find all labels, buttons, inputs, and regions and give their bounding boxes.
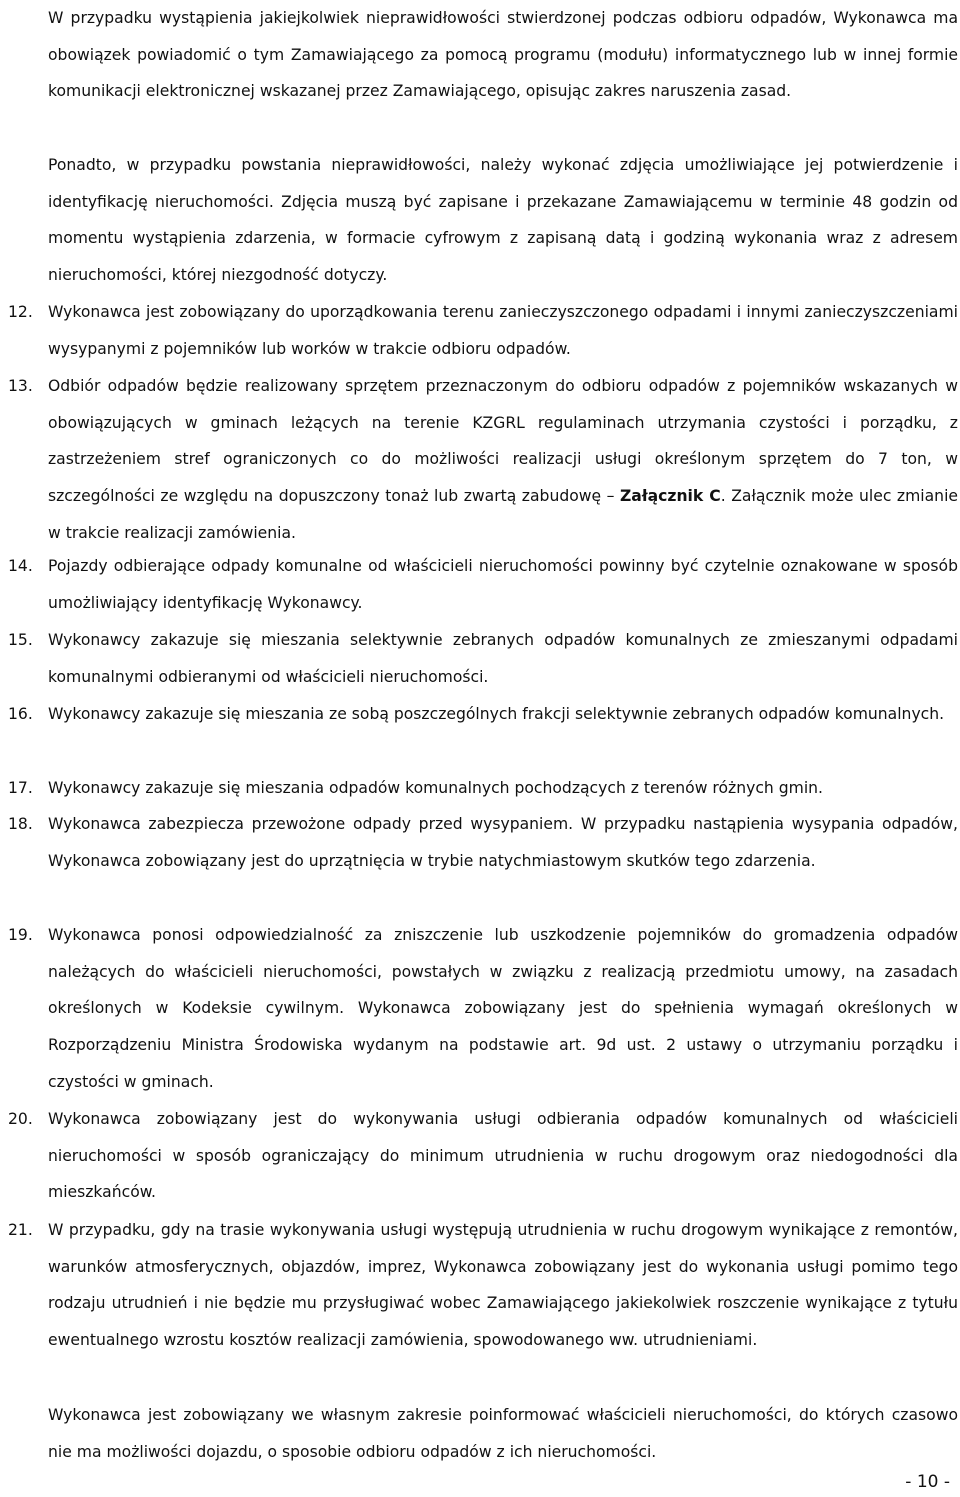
list-item-number: 15.: [8, 631, 33, 649]
paragraph-intro-1: W przypadku wystąpienia jakiejkolwiek nieprawidłowości stwierdzonej podczas odbioru odpadów, Wykonawca ma obowiązek powiadomić o tym Zamawiającego za pomocą programu (modułu) informatycznego lub w innej formie komunikacji elektronicznej wskazanej przez Zamawiającego, opisując zakres naruszenia zasad.: [48, 9, 958, 101]
list-item-number: 14.: [8, 557, 33, 575]
list-item-number: 20.: [8, 1110, 33, 1128]
list-item-number: 19.: [8, 926, 33, 944]
list-item-text-part: . Załącznik może ulec zmianie w trakcie realizacji zamówienia.: [48, 487, 958, 542]
list-item-number: 16.: [8, 705, 33, 723]
list-item-number: 17.: [8, 779, 33, 797]
paragraph-final: Wykonawca jest zobowiązany we własnym zakresie poinformować właścicieli nieruchomości, do których czasowo nie ma możliwości dojazdu, o sposobie odbioru odpadów z ich nieruchomości.: [48, 1406, 958, 1461]
list-item-text: Wykonawcy zakazuje się mieszania selektywnie zebranych odpadów komunalnych ze zmieszanymi odpadami komunalnymi odbieranymi od właścicieli nieruchomości.: [48, 631, 958, 686]
paragraph-intro-2: Ponadto, w przypadku powstania nieprawidłowości, należy wykonać zdjęcia umożliwiające jej potwierdzenie i identyfikację nieruchomości. Zdjęcia muszą być zapisane i przekazane Zamawiającemu w terminie 48 godzin od momentu wystąpienia zdarzenia, w formacie cyfrowym z zapisaną datą i godziną wykonania wraz z adresem nieruchomości, której niezgodność dotyczy.: [48, 156, 958, 285]
list-item-text: Wykonawcy zakazuje się mieszania ze sobą poszczególnych frakcji selektywnie zebranych odpadów komunalnych.: [48, 705, 945, 723]
list-item-number: 18.: [8, 815, 33, 833]
list-item-text: W przypadku, gdy na trasie wykonywania usługi występują utrudnienia w ruchu drogowym wynikające z remontów, warunków atmosferycznych, objazdów, imprez, Wykonawca zobowiązany jest do wykonania usługi pomimo tego rodzaju utrudnień i nie będzie mu przysługiwać wobec Zamawiającego jakiekolwiek roszczenie wynikające z tytułu ewentualnego wzrostu kosztów realizacji zamówienia, spowodowanego ww. utrudnieniami.: [48, 1221, 958, 1350]
list-item-number: 12.: [8, 303, 33, 321]
list-item-number: 13.: [8, 377, 33, 395]
list-item-text: Pojazdy odbierające odpady komunalne od właścicieli nieruchomości powinny być czytelnie oznakowane w sposób umożliwiający identyfikację Wykonawcy.: [48, 557, 958, 612]
list-item-text-part: Odbiór odpadów będzie realizowany sprzętem przeznaczonym do odbioru odpadów z pojemników wskazanych w obowiązujących w gminach leżących na terenie KZGRL regulaminach utrzymania czystości i porządku, z zastrzeżeniem stref ograniczonych co do możliwości realizacji usługi określonym sprzętem do 7 ton, w szczególności ze względu na dopuszczony tonaż lub zwartą zabudowę –: [48, 377, 958, 506]
list-item-text: Wykonawca jest zobowiązany do uporządkowania terenu zanieczyszczonego odpadami i innymi zanieczyszczeniami wysypanymi z pojemników lub worków w trakcie odbioru odpadów.: [48, 303, 958, 358]
attachment-reference: Załącznik C: [619, 487, 721, 506]
list-item-text: [48, 368, 958, 552]
page-number: - 10 -: [905, 1472, 950, 1492]
list-item-text: Wykonawca zobowiązany jest do wykonywania usługi odbierania odpadów komunalnych od właścicieli nieruchomości w sposób ograniczający do minimum utrudnienia w ruchu drogowym oraz niedogodności dla mieszkańców.: [48, 1110, 958, 1202]
list-item-text: Wykonawcy zakazuje się mieszania odpadów komunalnych pochodzących z terenów różnych gmin.: [48, 779, 824, 797]
list-item-text: Wykonawca ponosi odpowiedzialność za zniszczenie lub uszkodzenie pojemników do gromadzenia odpadów należących do właścicieli nieruchomości, powstałych w związku z realizacją przedmiotu umowy, na zasadach określonych w Kodeksie cywilnym. Wykonawca zobowiązany jest do spełnienia wymagań określonych w Rozporządzeniu Ministra Środowiska wydanym na podstawie art. 9d ust. 2 ustawy o utrzymaniu porządku i czystości w gminach.: [48, 926, 958, 1091]
list-item-number: 21.: [8, 1221, 33, 1239]
list-item-text: Wykonawca zabezpiecza przewożone odpady przed wysypaniem. W przypadku nastąpienia wysypania odpadów, Wykonawca zobowiązany jest do uprzątnięcia w trybie natychmiastowym skutków tego zdarzenia.: [48, 815, 958, 870]
